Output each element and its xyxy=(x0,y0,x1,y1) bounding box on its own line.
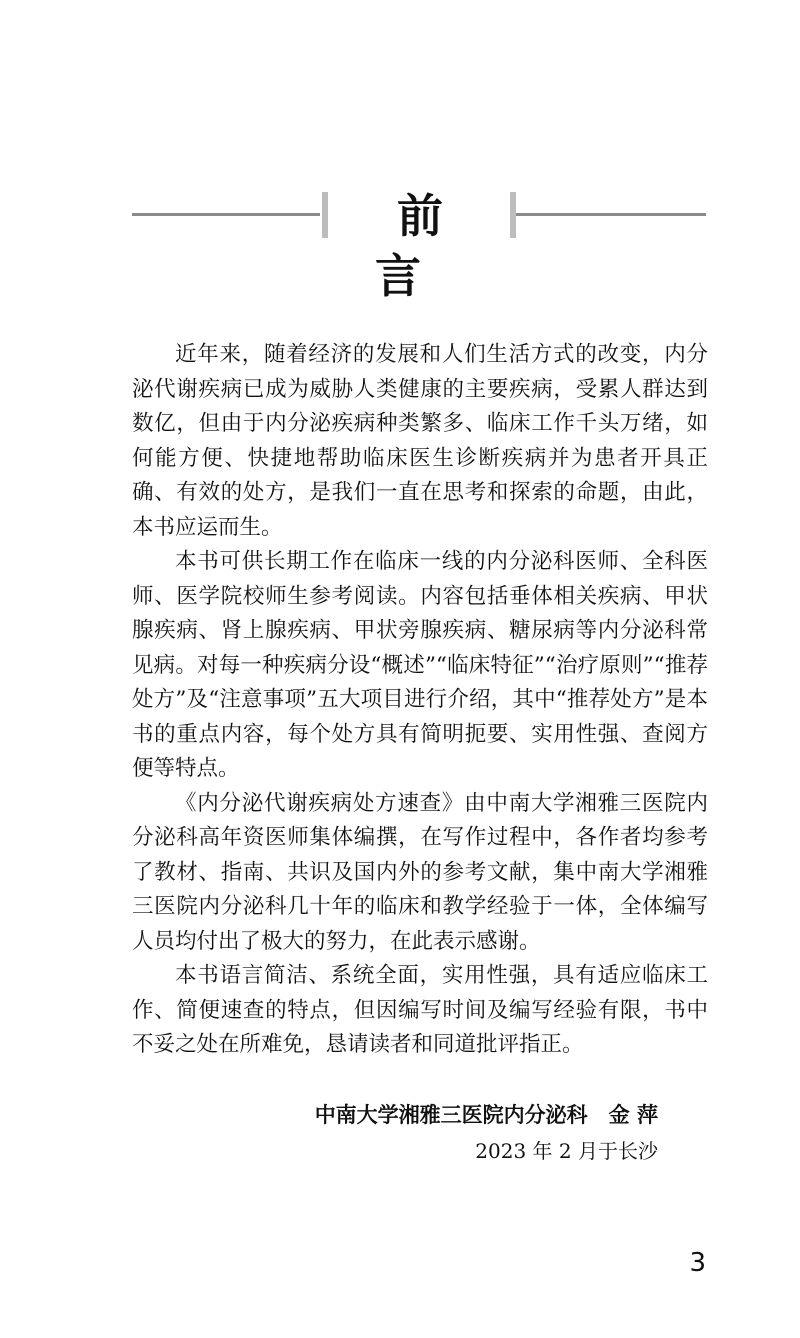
preface-heading xyxy=(132,186,706,303)
signature-date: 2023 年 2 月于长沙 xyxy=(475,1139,658,1163)
signature-author: 中南大学湘雅三医院内分泌科 金 萍 xyxy=(314,1103,658,1127)
heading-rule-left xyxy=(132,213,320,216)
paragraph-2: 本书可供长期工作在临床一线的内分泌科医师、全科医师、医学院校师生参考阅读。内容包括垂体相关疾病、甲状腺疾病、肾上腺疾病、甲状旁腺疾病、糖尿病等内分泌科常见病。对每一种疾病分设“概述”“临床特征”“治疗原则”“推荐处方”及“注意事项”五大项目进行介绍，其中“推荐处方”是本书的重点内容，每个处方具有简明扼要、实用性强、查阅方便等特点。 xyxy=(132,549,708,781)
heading-rule-right xyxy=(516,213,706,216)
preface-body xyxy=(132,338,708,1063)
paragraph-4: 本书语言简洁、系统全面，实用性强，具有适应临床工作、简便速查的特点，但因编写时间及编写经验有限，书中不妥之处在所难免，恳请读者和同道批评指正。 xyxy=(132,963,708,1057)
page-number: 3 xyxy=(689,1248,706,1278)
paragraph-3: 《内分泌代谢疾病处方速查》由中南大学湘雅三医院内分泌科高年资医师集体编撰，在写作过程中，各作者均参考了教材、指南、共识及国内外的参考文献，集中南大学湘雅三医院内分泌科几十年的临床和教学经验于一体，全体编写人员均付出了极大的努力，在此表示感谢。 xyxy=(132,790,708,954)
paragraph-1: 近年来，随着经济的发展和人们生活方式的改变，内分泌代谢疾病已成为威胁人类健康的主要疾病，受累人群达到数亿，但由于内分泌疾病种类繁多、临床工作千头万绪，如何能方便、快捷地帮助临床医生诊断疾病并为患者开具正确、有效的处方，是我们一直在思考和探索的命题，由此，本书应运而生。 xyxy=(132,342,708,540)
signature-block xyxy=(315,1098,658,1168)
page-title: 前言 xyxy=(375,189,487,303)
heading-bar-left xyxy=(322,192,328,238)
